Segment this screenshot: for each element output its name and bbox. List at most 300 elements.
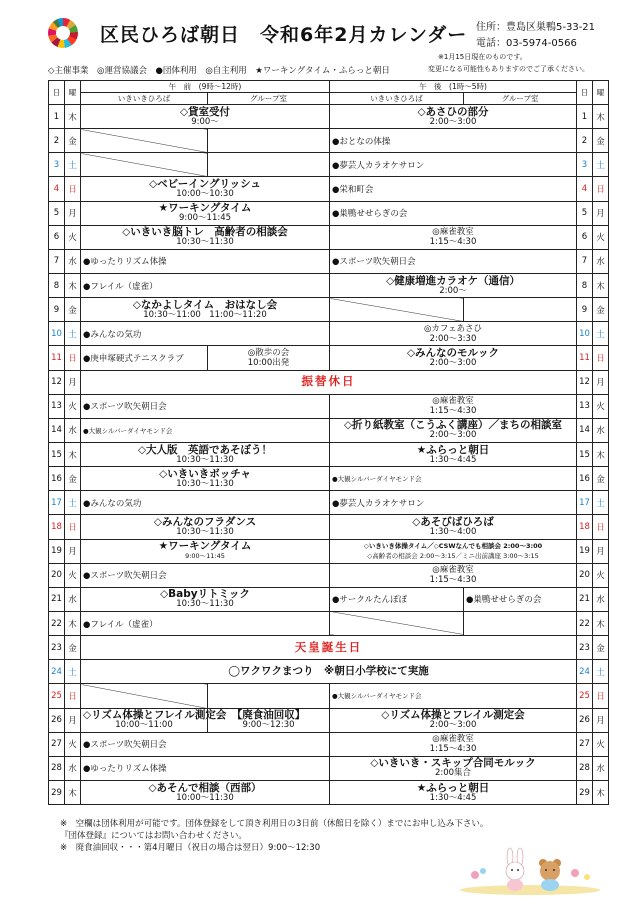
calendar-row [49,249,609,273]
full-day-label: 振替休日 [301,374,356,389]
footer-note-1: ※ 空欄は団体利用が可能です。団体登録をして頂き利用日の3日前（休館日を除く）までにお申し込み下さい。 [60,819,489,829]
event-title: ◇Babyリトミック [160,588,250,601]
day-number-right: 25 [577,684,593,708]
event-time: 10:30～11:30 [176,237,234,248]
address: 住所：豊島区巣鴨5-33-21 [476,22,596,33]
header-weekday: 曜 [65,81,81,105]
calendar-row [49,322,609,346]
header-weekday-right: 曜 [593,81,609,105]
calendar-row [49,708,609,732]
event-title: ◇あさひの部分 [417,105,489,118]
calendar-row [49,636,609,660]
day-number: 12 [49,370,65,394]
footer-note-3: ※ 廃食油回収・・・第4月曜日（祝日の場合は翌日）9:00～12:30 [60,843,321,853]
pm-event [330,249,577,273]
event-title: ●大観シルバーダイヤモンド会 [332,692,422,701]
full-day-label: 天皇誕生日 [294,639,363,654]
event-time: 10:30～11:30 [176,599,234,610]
weekday-right: 月 [593,708,609,732]
header-pm: 午 後 (1時～5時) [330,81,577,93]
calendar-row [49,442,609,466]
header-room2-pm: グループ室 [464,93,577,105]
event-time: 10:30～11:30 [176,526,234,537]
weekday-right: 日 [593,515,609,539]
day-number: 29 [49,780,65,804]
day-number-right: 11 [577,346,593,370]
day-number: 5 [49,201,65,225]
event-time: 2:00～3:00 [429,357,477,368]
event-time: 1:15～4:30 [429,575,477,586]
calendar-row [49,418,609,442]
event-title: ◇折り紙教室（こうふく講座）／まちの相談室 [343,419,563,432]
day-number-right: 4 [577,177,593,201]
event-title: ●巣鴨せせらぎの会 [466,595,542,606]
weekday-right: 金 [593,129,609,153]
calendar-row [49,563,609,587]
event-title: ◇いきいき・スキップ合同モルック [370,757,536,770]
weekday: 水 [65,587,81,611]
date-note: ※1月15日現在のものです。 [438,53,527,61]
day-number-right: 21 [577,587,593,611]
weekday: 土 [65,322,81,346]
day-number-right: 22 [577,611,593,635]
weekday: 水 [65,756,81,780]
weekday-right: 木 [593,105,609,129]
day-number-right: 20 [577,563,593,587]
day-number-right: 18 [577,515,593,539]
pm-event [330,322,577,346]
day-number-right: 24 [577,660,593,684]
weekday-right: 日 [593,346,609,370]
weekday-right: 木 [593,273,609,297]
event-title: ◇みんなのモルック [406,346,500,359]
calendar-row [49,346,609,370]
event-title: 【廃食油回収】 [231,709,306,722]
am-event [81,201,330,225]
weekday: 金 [65,129,81,153]
weekday: 日 [65,684,81,708]
am-event [81,105,330,129]
day-number: 8 [49,273,65,297]
calendar-row [49,611,609,635]
full-day-event [81,636,577,660]
event-title: ◇ベビーイングリッシュ [149,177,261,190]
event-title: ●みんなの気功 [83,329,142,340]
event-title: ◇貸室受付 [179,105,231,118]
am-event [81,442,330,466]
am-event [81,780,330,804]
weekday: 水 [65,418,81,442]
weekday: 火 [65,732,81,756]
header-room1-am: いきいきひろば [81,93,208,105]
am-room1 [81,684,208,708]
day-number-right: 7 [577,249,593,273]
day-number-right: 15 [577,442,593,466]
weekday: 月 [65,708,81,732]
am-room1 [81,129,208,153]
am-event [81,225,330,249]
pm-event [330,201,577,225]
event-title: ◇あそびばひろば [412,515,494,528]
weekday: 土 [65,660,81,684]
event-title: ●フレイル（虚雀） [83,281,158,292]
sdgs-logo [48,18,78,48]
full-day-label: ◯ワクワクまつり ※朝日小学校にて実施 [228,665,429,678]
header-day: 日 [49,81,65,105]
event-title: ◇健康増進カラオケ（通信） [386,274,520,287]
am-event [81,467,330,491]
header-day-right: 日 [577,81,593,105]
weekday-right: 水 [593,249,609,273]
event-title: ◇いきいき脳トレ 高齢者の相談会 [122,226,288,239]
am-event [81,491,330,515]
day-number-right: 12 [577,370,593,394]
event-time: 2:00～3:00 [429,720,477,731]
day-number: 27 [49,732,65,756]
event-time: 2:00～3:30 [429,333,477,344]
calendar-row [49,660,609,684]
am-event [81,515,330,539]
day-number: 1 [49,105,65,129]
weekday: 日 [65,515,81,539]
day-number-right: 26 [577,708,593,732]
pm-event [330,346,577,370]
day-number-right: 13 [577,394,593,418]
event-time: 2:00～3:00 [429,430,477,441]
event-title: ●巣鴨せせらぎの会 [332,209,408,220]
weekday: 土 [65,491,81,515]
calendar-row [49,684,609,708]
event-title: ★ふらっと朝日 [416,781,490,794]
event-title: ●庚申塚硬式テニスクラブ [83,353,184,364]
day-number-right: 17 [577,491,593,515]
pm-room2 [464,611,577,635]
pm-event [330,273,577,297]
day-number: 9 [49,298,65,322]
day-number-right: 28 [577,756,593,780]
pm-event [330,491,577,515]
weekday-right: 水 [593,587,609,611]
header-room1-pm: いきいきひろば [330,93,464,105]
weekday: 木 [65,273,81,297]
event-title: ●スポーツ吹矢朝日会 [83,402,167,413]
pm-event [330,105,577,129]
day-number: 14 [49,418,65,442]
day-number-right: 10 [577,322,593,346]
event-title: ●サークルたんぽぽ [332,595,408,606]
pm-event [330,129,577,153]
event-title: ◇あそんで相談（西部） [148,781,262,794]
am-event [81,177,330,201]
event-time: 1:15～4:30 [429,406,477,417]
am-event [81,249,330,273]
am-event [81,322,330,346]
event-title: ●スポーツ吹矢朝日会 [332,257,416,268]
pm-event [330,177,577,201]
event-title: ●栄和町会 [332,184,374,195]
event-time: 2:00～ [439,285,467,296]
pm-event [330,418,577,442]
am-room1 [81,708,227,732]
day-number: 6 [49,225,65,249]
day-number: 21 [49,587,65,611]
pm-event [330,442,577,466]
day-number-right: 1 [577,105,593,129]
header-room2-am: グループ室 [208,93,330,105]
calendar-row [49,201,609,225]
calendar-row [49,732,609,756]
weekday-right: 金 [593,636,609,660]
event-title: ◇大人版 英語であそぼう！ [137,443,273,456]
event-time: 10:00出発 [247,357,290,368]
weekday: 木 [65,105,81,129]
weekday: 日 [65,346,81,370]
day-number-right: 27 [577,732,593,756]
event-title: ★ふらっと朝日 [416,443,490,456]
weekday: 金 [65,298,81,322]
day-number: 24 [49,660,65,684]
contact-info [476,20,595,52]
event-time: 10:00～11:30 [176,792,234,803]
am-room1 [81,346,208,370]
event-title: ◎カフェあさひ [424,323,483,334]
event-time: 10:00～10:30 [176,188,234,199]
pm-event [330,153,577,177]
event-title: ●大観シルバーダイヤモンド会 [332,475,422,484]
calendar-row [49,298,609,322]
weekday: 木 [65,442,81,466]
event-title: ★ワーキングタイム [158,202,252,215]
page-title: 区民ひろば朝日 令和6年2月カレンダー [100,24,468,46]
full-day-event [81,370,577,394]
pm-event [330,225,577,249]
day-number: 22 [49,611,65,635]
event-time: 1:15～4:30 [429,237,477,248]
event-title: ★ワーキングタイム [158,540,252,553]
event-title: ◎散歩の会 [247,347,290,358]
calendar-row [49,177,609,201]
day-number: 26 [49,708,65,732]
event-time: 2:00～3:00 [429,116,477,127]
event-time: 2:00集合 [434,768,472,779]
am-event [81,756,330,780]
day-number-right: 19 [577,539,593,563]
day-number: 23 [49,636,65,660]
weekday: 水 [65,249,81,273]
event-title: ◇リズム体操とフレイル測定会 [83,709,227,722]
event-time: 1:30～4:45 [429,454,477,465]
day-number: 11 [49,346,65,370]
pm-event [330,515,577,539]
weekday-right: 日 [593,177,609,201]
day-number: 18 [49,515,65,539]
day-number-right: 6 [577,225,593,249]
event-title: ●夢芸人カラオケサロン [332,498,425,509]
am-event [81,539,330,563]
weekday: 日 [65,177,81,201]
pm-room1 [330,587,464,611]
pm-room1 [330,298,464,322]
event-time: 9:00～11:45 [178,213,232,224]
calendar-row [49,394,609,418]
header-am: 午 前 (9時～12時) [81,81,330,93]
weekday-right: 水 [593,418,609,442]
event-time: 10:30～11:00 11:00～11:20 [143,309,267,320]
event-time: 9:00～ [191,116,219,127]
day-number: 16 [49,467,65,491]
pm-event [330,684,577,708]
event-title: ●夢芸人カラオケサロン [332,160,425,171]
pm-event [330,780,577,804]
am-event [81,732,330,756]
weekday-right: 月 [593,370,609,394]
calendar-row [49,587,609,611]
day-number: 7 [49,249,65,273]
weekday: 月 [65,539,81,563]
day-number-right: 9 [577,298,593,322]
legend: ◇主催事業 ◎運営協議会 ●団体利用 ◎自主利用 ★ワーキングタイム・ふらっと朝日 [48,66,390,76]
pm-room1 [330,611,464,635]
calendar-row [49,273,609,297]
calendar-row [49,129,609,153]
day-number-right: 3 [577,153,593,177]
event-time: 1:30～4:00 [429,526,477,537]
weekday-right: 火 [593,394,609,418]
event-time: 10:30～11:30 [176,478,234,489]
day-number-right: 23 [577,636,593,660]
weekday: 木 [65,780,81,804]
weekday-right: 土 [593,153,609,177]
weekday: 火 [65,394,81,418]
calendar-row [49,756,609,780]
weekday: 月 [65,201,81,225]
weekday: 金 [65,636,81,660]
event-time: 9:00～11:45 [185,552,225,561]
weekday-right: 土 [593,322,609,346]
day-number-right: 16 [577,467,593,491]
day-number: 25 [49,684,65,708]
pm-event [330,563,577,587]
day-number-right: 8 [577,273,593,297]
event-time: 10:00～11:00 [115,720,173,731]
event-title: ◎麻雀教室 [432,396,474,407]
day-number: 4 [49,177,65,201]
weekday: 月 [65,370,81,394]
weekday: 土 [65,153,81,177]
pm-event [330,732,577,756]
day-number: 19 [49,539,65,563]
weekday: 金 [65,467,81,491]
weekday-right: 火 [593,225,609,249]
bear-rabbit-illustration [455,845,605,895]
am-room1 [81,153,208,177]
am-event [81,563,330,587]
day-number: 10 [49,322,65,346]
event-title: ●スポーツ吹矢朝日会 [83,571,167,582]
calendar-row [49,491,609,515]
event-title: ◎麻雀教室 [432,565,474,576]
weekday-right: 木 [593,780,609,804]
event-time: 1:30～4:45 [429,792,477,803]
event-title: ◇みんなのフラダンス [153,515,257,528]
event-title: ●フレイル（虚雀） [83,619,158,630]
pm-event [330,756,577,780]
event-title: ◇いきいきボッチャ [159,467,251,480]
weekday: 木 [65,611,81,635]
pm-event [330,467,577,491]
day-number-right: 2 [577,129,593,153]
calendar-row [49,780,609,804]
weekday-right: 木 [593,611,609,635]
weekday-right: 金 [593,298,609,322]
event-time: ◇高齢者の相談会 2:00～3:15／ミニ出前講座 3:00～3:15 [367,552,539,561]
am-room2 [208,129,330,153]
weekday-right: 火 [593,732,609,756]
weekday-right: 金 [593,467,609,491]
am-room2 [208,153,330,177]
event-title: ●大観シルバーダイヤモンド会 [83,426,173,435]
weekday: 火 [65,225,81,249]
calendar-table [48,80,609,805]
event-time: 9:00～12:30 [242,720,295,731]
day-number: 13 [49,394,65,418]
am-room2 [208,346,330,370]
am-event [81,273,330,297]
am-event [81,587,330,611]
full-day-event [81,660,577,684]
am-room2 [208,684,330,708]
weekday-right: 土 [593,660,609,684]
event-title: ◎麻雀教室 [432,227,474,238]
day-number: 2 [49,129,65,153]
day-number: 3 [49,153,65,177]
pm-event [330,394,577,418]
pm-event [330,539,577,563]
calendar-row [49,225,609,249]
weekday-right: 木 [593,442,609,466]
day-number-right: 29 [577,780,593,804]
day-number: 17 [49,491,65,515]
weekday-right: 水 [593,756,609,780]
event-title: ●みんなの気功 [83,498,142,509]
event-time: 1:15～4:30 [429,744,477,755]
day-number: 20 [49,563,65,587]
calendar-row [49,467,609,491]
calendar-row [49,370,609,394]
event-title: ●スポーツ吹矢朝日会 [83,740,167,751]
weekday: 火 [65,563,81,587]
am-event [81,418,330,442]
calendar-row [49,105,609,129]
weekday-right: 火 [593,563,609,587]
am-event [81,394,330,418]
phone: 電話：03-5974-0566 [476,38,577,49]
weekday-right: 月 [593,201,609,225]
day-number: 28 [49,756,65,780]
pm-event [330,708,577,732]
day-number-right: 14 [577,418,593,442]
event-title: ●おとなの体操 [332,136,391,147]
weekday-right: 月 [593,539,609,563]
pm-room2 [464,587,577,611]
event-title: ◎麻雀教室 [432,734,474,745]
event-title: ◇いきいき体操タイム／◇CSWなんでも相談会 2:00～3:00 [363,542,543,551]
day-number-right: 5 [577,201,593,225]
calendar-row [49,539,609,563]
pm-room2 [464,298,577,322]
calendar-row [49,515,609,539]
change-note: 変更になる可能性もありますのでご了承ください。 [428,65,589,73]
